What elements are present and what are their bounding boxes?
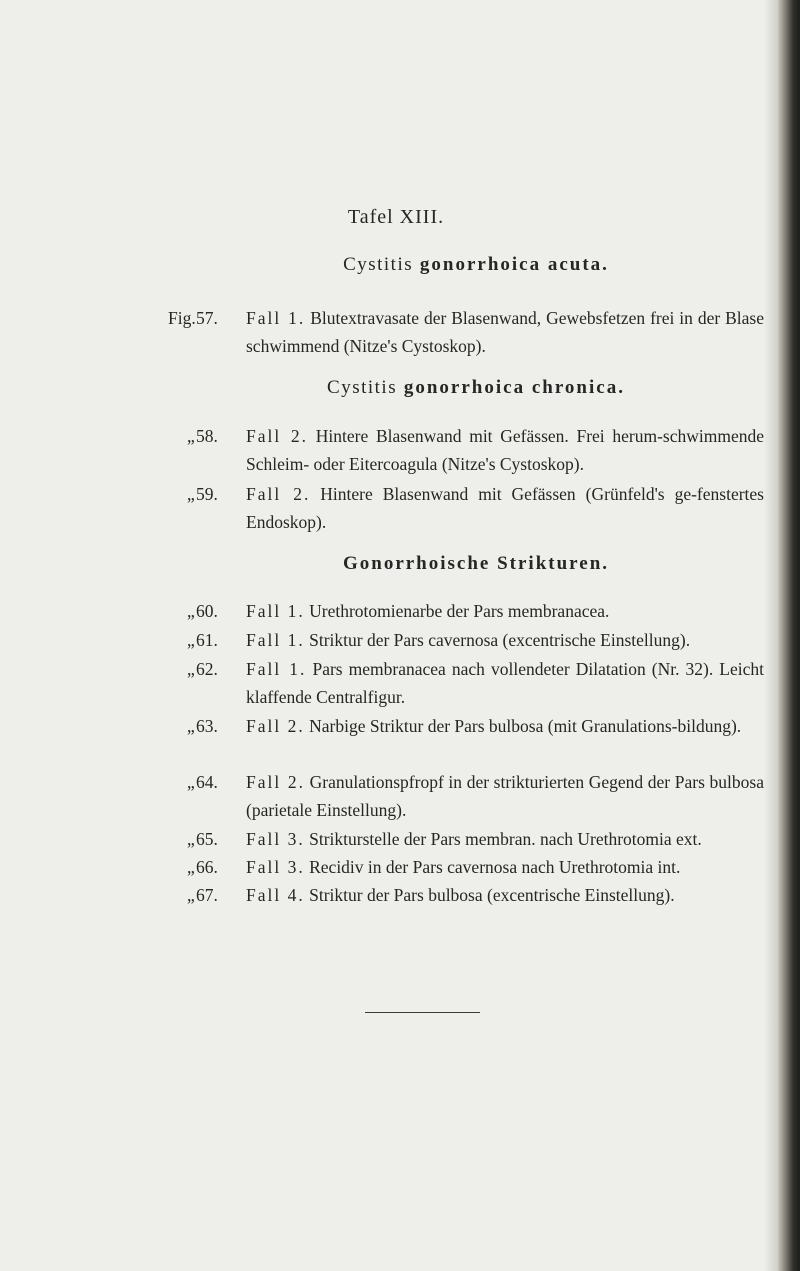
entry-prefix: „ (187, 716, 195, 736)
heading-first-word: Cystitis (327, 377, 398, 398)
closing-rule (365, 1012, 480, 1013)
entry-number: 59. (196, 484, 218, 504)
section-heading-chronica (160, 377, 792, 399)
entry-case: Fall 4. (246, 885, 305, 905)
entry-number: 57. (196, 308, 218, 328)
entry-description (246, 655, 764, 711)
entry-description (246, 853, 764, 881)
entry-number: 64. (196, 772, 218, 792)
entry-number: 61. (196, 630, 218, 650)
entry-prefix: „ (187, 659, 195, 679)
entry-prefix: „ (187, 630, 195, 650)
heading-rest: gonorrhoica chronica. (403, 377, 625, 398)
entry-number: 63. (196, 716, 218, 736)
entry-text: Striktur der Pars bulbosa (excentrische Einstellung). (309, 885, 675, 905)
entry-case: Fall 1. (246, 630, 305, 650)
section-heading-acuta (160, 254, 792, 276)
entry-case: Fall 1. (246, 308, 306, 328)
entry-prefix: „ (187, 484, 195, 504)
entry-prefix: „ (187, 601, 195, 621)
entry-description (246, 881, 764, 909)
entry-prefix: „ (187, 829, 195, 849)
entry-text: Narbige Striktur der Pars bulbosa (mit Granulations-bildung). (309, 716, 742, 736)
entry-text: Pars membranacea nach vollendeter Dilatation (Nr. 32). Leicht klaffende Centralfigur. (246, 659, 764, 707)
entry-case: Fall 2. (246, 426, 309, 446)
entry-text: Hintere Blasenwand mit Gefässen. Frei herum-schwimmende Schleim- oder Eitercoagula (Nitze's Cystoskop). (246, 426, 764, 474)
entry-prefix: „ (187, 885, 195, 905)
entry-description (246, 597, 764, 625)
heading-rest: Gonorrhoische Strikturen. (342, 553, 610, 574)
entry-prefix: „ (187, 426, 195, 446)
entry-case: Fall 2. (246, 716, 305, 736)
entry-number: 66. (196, 857, 218, 877)
plate-title: Tafel XIII. (347, 206, 445, 228)
entry-prefix: Fig. (168, 308, 196, 328)
entry-case: Fall 3. (246, 829, 305, 849)
entry-text: Striktur der Pars cavernosa (excentrische Einstellung). (309, 630, 691, 650)
heading-first-word: Cystitis (343, 254, 414, 275)
entry-case: Fall 2. (246, 484, 311, 504)
entry-description (246, 304, 764, 360)
entry-text: Urethrotomienarbe der Pars membranacea. (309, 601, 610, 621)
entry-number: 60. (196, 601, 218, 621)
entry-text: Strikturstelle der Pars membran. nach Urethrotomia ext. (309, 829, 702, 849)
entry-number: 58. (196, 426, 218, 446)
entry-text: Granulationspfropf in der strikturierten Gegend der Pars bulbosa (parietale Einstellung). (246, 772, 764, 820)
book-binding-edge (778, 0, 800, 1271)
page-edge-shadow (764, 0, 778, 1271)
entry-case: Fall 1. (246, 659, 307, 679)
section-heading-strikturen (160, 553, 792, 575)
entry-description (246, 712, 764, 740)
entry-description (246, 768, 764, 824)
heading-rest: gonorrhoica acuta. (419, 254, 609, 275)
entry-case: Fall 3. (246, 857, 305, 877)
entry-text: Hintere Blasenwand mit Gefässen (Grünfeld's ge-fenstertes Endoskop). (246, 484, 764, 532)
entry-text: Recidiv in der Pars cavernosa nach Urethrotomia int. (309, 857, 681, 877)
entry-prefix: „ (187, 857, 195, 877)
entry-number: 67. (196, 885, 218, 905)
entry-case: Fall 2. (246, 772, 305, 792)
entry-description (246, 825, 764, 853)
entry-number: 62. (196, 659, 218, 679)
entry-number: 65. (196, 829, 218, 849)
entry-description (246, 626, 764, 654)
entry-description (246, 422, 764, 478)
entry-description (246, 480, 764, 536)
entry-text: Blutextravasate der Blasenwand, Gewebsfetzen frei in der Blase schwimmend (Nitze's Cystoskop). (246, 308, 764, 356)
entry-prefix: „ (187, 772, 195, 792)
entry-case: Fall 1. (246, 601, 305, 621)
